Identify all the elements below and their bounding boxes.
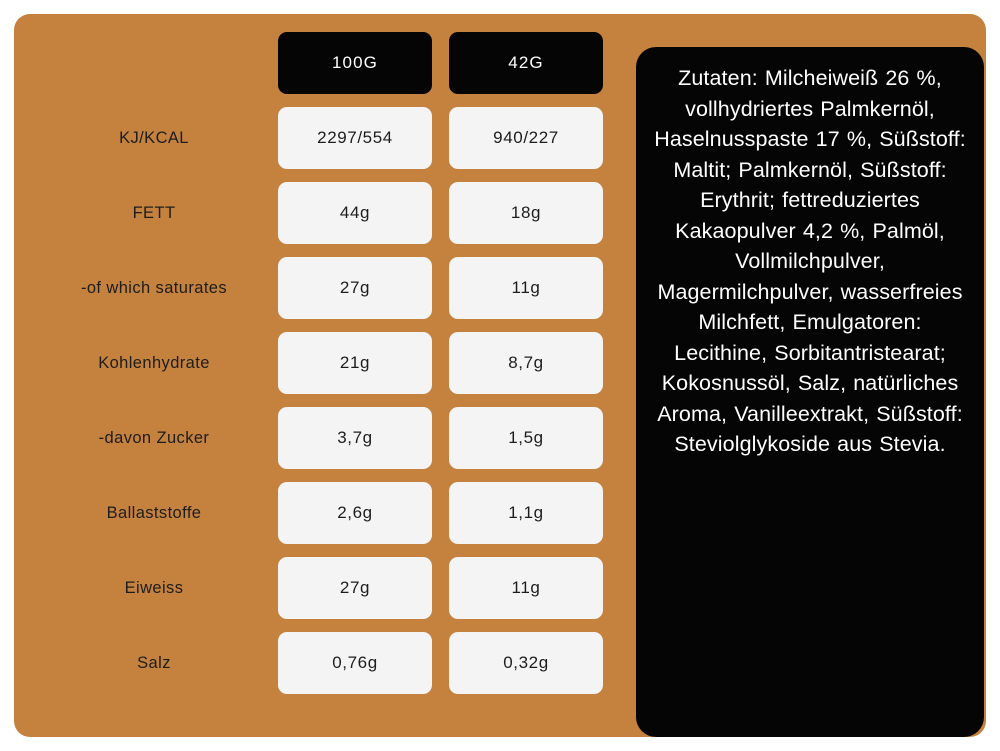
- cell-fat-42g: 18g: [449, 182, 603, 244]
- table-row: [30, 332, 610, 394]
- column-header-42g: 42G: [449, 32, 603, 94]
- table-row: [30, 182, 610, 244]
- cell-sugar-42g: 1,5g: [449, 407, 603, 469]
- cell-energy-42g: 940/227: [449, 107, 603, 169]
- table-row: [30, 557, 610, 619]
- cell-saturates-100g: 27g: [278, 257, 432, 319]
- table-row: [30, 257, 610, 319]
- cell-carbohydrates-100g: 21g: [278, 332, 432, 394]
- row-label-saturates: -of which saturates: [80, 278, 228, 297]
- row-label-fibre: Ballaststoffe: [106, 503, 202, 522]
- row-label-protein: Eiweiss: [124, 578, 184, 597]
- table-row: [30, 482, 610, 544]
- table-header-row: [30, 32, 610, 94]
- cell-saturates-42g: 11g: [449, 257, 603, 319]
- cell-salt-42g: 0,32g: [449, 632, 603, 694]
- table-row: [30, 632, 610, 694]
- nutrition-label-card: [14, 14, 986, 737]
- cell-fibre-42g: 1,1g: [449, 482, 603, 544]
- cell-fibre-100g: 2,6g: [278, 482, 432, 544]
- row-label-salt: Salz: [137, 653, 171, 672]
- ingredients-text: Zutaten: Milcheiweiß 26 %, vollhydriertes Palmkernöl, Haselnusspaste 17 %, Süßstoff: Maltit; Palmkernöl, Süßstoff: Erythrit; fettreduziertes Kakaopulver 4,2 %, Palmöl, Vollmilchpulver, Magermilchpulver, wasserfreies Milchfett, Emulgatoren: Lecithine, Sorbitantristearat; Kokosnussöl, Salz, natürliches Aroma, Vanilleextrakt, Süßstoff: Steviolglykoside aus Stevia.: [654, 66, 966, 457]
- row-label-carbohydrates: Kohlenhydrate: [98, 353, 210, 372]
- cell-salt-100g: 0,76g: [278, 632, 432, 694]
- row-label-energy: KJ/KCAL: [119, 128, 189, 147]
- nutrition-table: [30, 32, 610, 722]
- cell-energy-100g: 2297/554: [278, 107, 432, 169]
- table-row: [30, 107, 610, 169]
- ingredients-panel: [636, 47, 984, 737]
- cell-fat-100g: 44g: [278, 182, 432, 244]
- cell-protein-100g: 27g: [278, 557, 432, 619]
- cell-protein-42g: 11g: [449, 557, 603, 619]
- cell-carbohydrates-42g: 8,7g: [449, 332, 603, 394]
- row-label-fat: FETT: [132, 203, 176, 222]
- row-label-sugar: -davon Zucker: [98, 428, 210, 447]
- column-header-100g: 100G: [278, 32, 432, 94]
- table-row: [30, 407, 610, 469]
- cell-sugar-100g: 3,7g: [278, 407, 432, 469]
